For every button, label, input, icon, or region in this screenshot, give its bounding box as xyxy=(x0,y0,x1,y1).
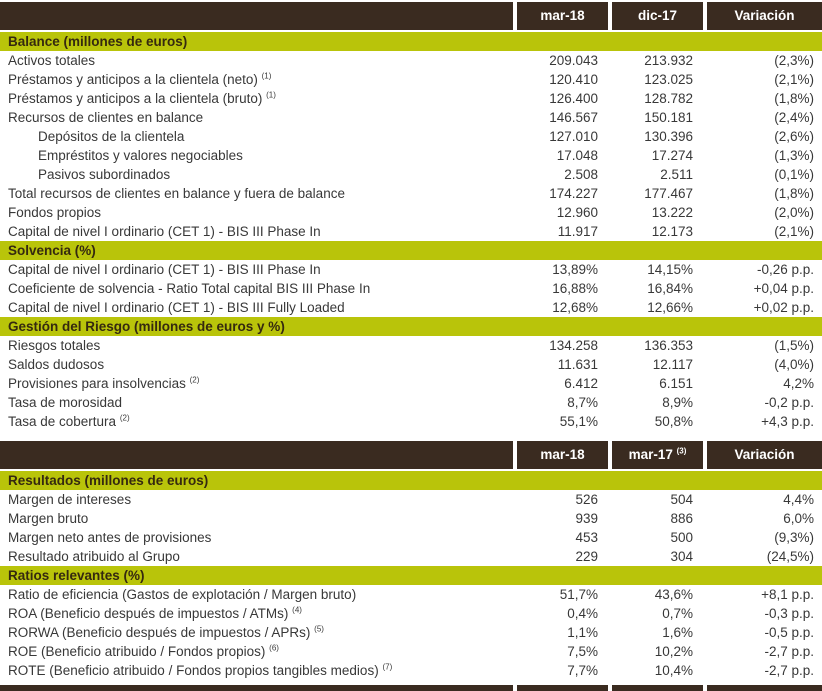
value-col2: 50,8% xyxy=(654,414,693,429)
value-col1: 127.010 xyxy=(549,129,598,144)
value-variation: -2,7 p.p. xyxy=(764,644,814,659)
value-col1: 120.410 xyxy=(549,72,598,87)
value-col1: 134.258 xyxy=(549,338,598,353)
value-col1: 8,7% xyxy=(567,395,598,410)
row-label: Total recursos de clientes en balance y fuera de balance xyxy=(8,186,345,201)
row-footnote-marker: (7) xyxy=(382,662,393,672)
resultados-ratios-table xyxy=(0,441,822,680)
value-col2: 10,2% xyxy=(654,644,693,659)
row-footnote-marker: (5) xyxy=(314,624,324,634)
value-variation: (2,1%) xyxy=(774,224,814,239)
value-variation: -0,3 p.p. xyxy=(764,606,814,621)
row-label: Capital de nivel I ordinario (CET 1) - BIS III Phase In xyxy=(8,224,321,239)
table-row xyxy=(0,374,822,393)
value-col2: 128.782 xyxy=(644,91,693,106)
value-variation: (2,3%) xyxy=(774,53,814,68)
table-row xyxy=(0,222,822,241)
value-col1: 229 xyxy=(575,549,598,564)
column-header-2: dic-17 xyxy=(612,2,703,30)
row-label: Activos totales xyxy=(8,53,96,68)
row-label: Pasivos subordinados xyxy=(38,167,171,182)
value-col1: 7,5% xyxy=(567,644,598,659)
value-variation: (2,4%) xyxy=(774,110,814,125)
table-row xyxy=(0,184,822,203)
row-label: Tasa de cobertura $^{(2)}$ xyxy=(8,413,130,429)
row-label: Capital de nivel I ordinario (CET 1) - BIS III Fully Loaded xyxy=(8,300,345,315)
value-col2: 12,66% xyxy=(647,300,693,315)
value-col1: 17.048 xyxy=(556,148,598,163)
row-label: ROTE (Beneficio atribuido / Fondos propios tangibles medios) $^{(7)}$ xyxy=(8,662,393,678)
value-col2: 14,15% xyxy=(647,262,693,277)
row-footnote-marker: (2) xyxy=(189,375,200,385)
section-header: Resultados (millones de euros) xyxy=(0,471,822,490)
value-variation: (1,8%) xyxy=(774,91,814,106)
value-col1: 11.631 xyxy=(557,357,598,372)
table-row xyxy=(0,279,822,298)
table-row xyxy=(0,490,822,509)
value-variation: (1,3%) xyxy=(774,148,814,163)
value-variation: (1,5%) xyxy=(774,338,814,353)
value-col2: 8,9% xyxy=(662,395,693,410)
bottom-bar-segment xyxy=(0,685,513,691)
column-header-spacer xyxy=(0,2,513,30)
value-col2: 43,6% xyxy=(654,587,693,602)
row-label: Provisiones para insolvencias $^{(2)}$ xyxy=(8,375,200,391)
value-col1: 0,4% xyxy=(567,606,598,621)
value-col1: 55,1% xyxy=(559,414,598,429)
row-label: Empréstitos y valores negociables xyxy=(38,148,243,163)
row-label: Capital de nivel I ordinario (CET 1) - BIS III Phase In xyxy=(8,262,321,277)
value-variation: 4,2% xyxy=(783,376,814,391)
column-header-row xyxy=(0,2,822,30)
row-footnote-marker: (4) xyxy=(292,605,302,615)
value-variation: (2,6%) xyxy=(774,129,814,144)
value-col1: 453 xyxy=(575,530,598,545)
table-row xyxy=(0,604,822,623)
row-label: Ratio de eficiencia (Gastos de explotación / Margen bruto) xyxy=(8,587,357,602)
column-header-row xyxy=(0,441,822,469)
bottom-header-bar xyxy=(0,685,822,691)
table-row xyxy=(0,661,822,680)
value-col2: 1,6% xyxy=(662,625,693,640)
row-label: Tasa de morosidad xyxy=(8,395,123,410)
row-label: Préstamos y anticipos a la clientela (neto) $^{(1)}$ xyxy=(8,71,272,87)
value-variation: -0,26 p.p. xyxy=(756,262,814,277)
balance-solvencia-riesgo-table xyxy=(0,2,822,431)
column-header-1: mar-18 xyxy=(517,441,608,469)
row-label: Margen de intereses xyxy=(8,492,132,507)
value-col2: 123.025 xyxy=(644,72,693,87)
row-footnote-marker: (6) xyxy=(269,643,279,653)
value-col2: 13.222 xyxy=(651,205,693,220)
column-header-footnote: (3) xyxy=(676,446,687,456)
row-label: ROE (Beneficio atribuido / Fondos propios) $^{(6)}$ xyxy=(8,643,279,659)
value-col1: 526 xyxy=(575,492,598,507)
value-variation: -0,2 p.p. xyxy=(764,395,814,410)
row-label: Margen bruto xyxy=(8,511,89,526)
table-row xyxy=(0,108,822,127)
table-row xyxy=(0,70,822,89)
value-col1: 209.043 xyxy=(549,53,598,68)
value-col2: 17.274 xyxy=(651,148,693,163)
value-col2: 12.173 xyxy=(651,224,693,239)
value-col1: 146.567 xyxy=(549,110,598,125)
value-col2: 16,84% xyxy=(647,281,693,296)
value-col1: 16,88% xyxy=(552,281,598,296)
table-row xyxy=(0,528,822,547)
value-variation: (1,8%) xyxy=(774,186,814,201)
column-header-spacer xyxy=(0,441,513,469)
value-variation: +8,1 p.p. xyxy=(761,587,814,602)
bottom-bar-segment xyxy=(517,685,608,691)
table-row xyxy=(0,509,822,528)
bottom-bar-segment xyxy=(707,685,822,691)
value-col1: 12,68% xyxy=(552,300,598,315)
value-variation: 6,0% xyxy=(783,511,814,526)
value-col2: 304 xyxy=(670,549,693,564)
row-label: Margen neto antes de provisiones xyxy=(8,530,212,545)
value-col1: 2.508 xyxy=(564,167,598,182)
row-label: RORWA (Beneficio después de impuestos / APRs) $^{(5)}$ xyxy=(8,624,324,640)
value-col2: 6.151 xyxy=(659,376,693,391)
value-variation: (2,0%) xyxy=(774,205,814,220)
row-label: Riesgos totales xyxy=(8,338,101,353)
table-row xyxy=(0,51,822,70)
row-label: Coeficiente de solvencia - Ratio Total capital BIS III Phase In xyxy=(8,281,371,296)
section-header: Balance (millones de euros) xyxy=(0,32,822,51)
value-variation: 4,4% xyxy=(783,492,814,507)
value-col1: 174.227 xyxy=(549,186,598,201)
value-col2: 12.117 xyxy=(652,357,693,372)
row-label: Recursos de clientes en balance xyxy=(8,110,204,125)
table-row xyxy=(0,146,822,165)
value-col2: 0,7% xyxy=(662,606,693,621)
column-header-1: mar-18 xyxy=(517,2,608,30)
value-variation: (9,3%) xyxy=(774,530,814,545)
row-label: Préstamos y anticipos a la clientela (bruto) $^{(1)}$ xyxy=(8,90,276,106)
row-label: Saldos dudosos xyxy=(8,357,105,372)
section-header: Ratios relevantes (%) xyxy=(0,566,822,585)
table-row xyxy=(0,336,822,355)
value-variation: (2,1%) xyxy=(774,72,814,87)
row-label: Fondos propios xyxy=(8,205,102,220)
value-variation: -0,5 p.p. xyxy=(764,625,814,640)
value-col2: 136.353 xyxy=(644,338,693,353)
value-col1: 12.960 xyxy=(556,205,598,220)
row-footnote-marker: (2) xyxy=(119,413,130,423)
table-row xyxy=(0,298,822,317)
value-col2: 10,4% xyxy=(654,663,693,678)
value-col2: 500 xyxy=(670,530,693,545)
value-col1: 6.412 xyxy=(564,376,598,391)
value-col1: 7,7% xyxy=(567,663,598,678)
value-variation: +0,04 p.p. xyxy=(753,281,814,296)
table-row xyxy=(0,165,822,184)
table-row xyxy=(0,203,822,222)
value-col1: 13,89% xyxy=(552,262,598,277)
value-col2: 177.467 xyxy=(644,186,693,201)
row-label: ROA (Beneficio después de impuestos / ATMs) $^{(4)}$ xyxy=(8,605,302,621)
table-row xyxy=(0,89,822,108)
value-variation: (0,1%) xyxy=(774,167,814,182)
value-col2: 886 xyxy=(670,511,693,526)
column-header-3: Variación xyxy=(707,441,822,469)
value-variation: -2,7 p.p. xyxy=(764,663,814,678)
value-col1: 939 xyxy=(575,511,598,526)
value-col1: 11.917 xyxy=(557,224,598,239)
value-col2: 2.511 xyxy=(660,167,693,182)
table-row xyxy=(0,623,822,642)
row-footnote-marker: (1) xyxy=(261,71,272,81)
value-col2: 504 xyxy=(670,492,693,507)
table-row xyxy=(0,393,822,412)
section-header: Gestión del Riesgo (millones de euros y %) xyxy=(0,317,822,336)
table-row xyxy=(0,412,822,431)
section-header: Solvencia (%) xyxy=(0,241,822,260)
row-footnote-marker: (1) xyxy=(266,90,276,100)
tables-container xyxy=(0,2,822,680)
value-col1: 51,7% xyxy=(559,587,598,602)
value-col1: 1,1% xyxy=(567,625,598,640)
table-row xyxy=(0,355,822,374)
value-col2: 213.932 xyxy=(644,53,693,68)
row-label: Resultado atribuido al Grupo xyxy=(8,549,180,564)
value-variation: +4,3 p.p. xyxy=(761,414,814,429)
table-row xyxy=(0,585,822,604)
table-row xyxy=(0,260,822,279)
bottom-bar-segment xyxy=(612,685,703,691)
table-row xyxy=(0,127,822,146)
table-row xyxy=(0,642,822,661)
table-row xyxy=(0,547,822,566)
column-header-2: mar-17 $^{(3)}$ xyxy=(612,441,703,469)
column-header-3: Variación xyxy=(707,2,822,30)
value-variation: +0,02 p.p. xyxy=(753,300,814,315)
value-col2: 150.181 xyxy=(644,110,693,125)
row-label: Depósitos de la clientela xyxy=(38,129,185,144)
value-variation: (24,5%) xyxy=(766,549,814,564)
value-col2: 130.396 xyxy=(644,129,693,144)
value-variation: (4,0%) xyxy=(774,357,814,372)
value-col1: 126.400 xyxy=(549,91,598,106)
